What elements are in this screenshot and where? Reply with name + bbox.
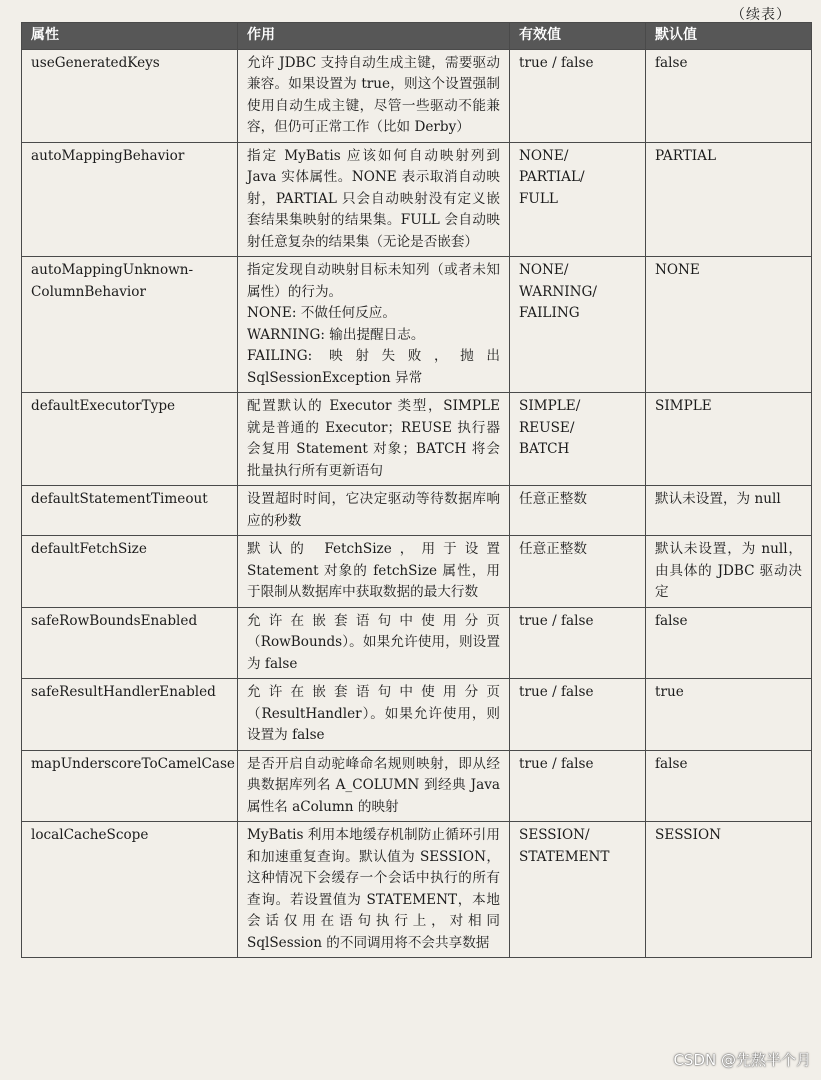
valid-values-cell: SESSION/ STATEMENT — [510, 822, 646, 958]
valid-values-cell: true / false — [510, 750, 646, 822]
description-cell: 是否开启自动驼峰命名规则映射，即从经典数据库列名 A_COLUMN 到经典 Java 属性名 aColumn 的映射 — [238, 750, 510, 822]
property-name-cell: safeRowBoundsEnabled — [22, 607, 238, 679]
property-name-cell: localCacheScope — [22, 822, 238, 958]
table-row — [22, 822, 812, 958]
table-row — [22, 750, 812, 822]
valid-values-cell: 任意正整数 — [510, 486, 646, 536]
description-cell: 允许在嵌套语句中使用分页（ResultHandler）。如果允许使用，则设置为 false — [238, 679, 510, 751]
watermark: CSDN @先熬半个月 — [673, 1051, 811, 1069]
valid-values-cell: 任意正整数 — [510, 536, 646, 608]
table-row — [22, 393, 812, 486]
settings-table — [21, 22, 812, 958]
default-value-cell: false — [646, 750, 812, 822]
continued-label: （续表） — [731, 7, 791, 23]
property-name-cell: defaultFetchSize — [22, 536, 238, 608]
table-row — [22, 49, 812, 142]
description-cell: 默认的 FetchSize，用于设置 Statement 对象的 fetchSize 属性，用于限制从数据库中获取数据的最大行数 — [238, 536, 510, 608]
default-value-cell: SIMPLE — [646, 393, 812, 486]
default-value-cell: NONE — [646, 257, 812, 393]
property-name-cell: safeResultHandlerEnabled — [22, 679, 238, 751]
default-value-cell: SESSION — [646, 822, 812, 958]
header-valid-values: 有效值 — [510, 23, 646, 50]
property-name-cell: mapUnderscoreToCamelCase — [22, 750, 238, 822]
property-name-cell: defaultExecutorType — [22, 393, 238, 486]
description-cell: 配置默认的 Executor 类型，SIMPLE 就是普通的 Executor；REUSE 执行器会复用 Statement 对象；BATCH 将会批量执行所有更新语句 — [238, 393, 510, 486]
default-value-cell: false — [646, 607, 812, 679]
valid-values-cell: NONE/ PARTIAL/ FULL — [510, 142, 646, 257]
header-default-value: 默认值 — [646, 23, 812, 50]
description-cell: 设置超时时间，它决定驱动等待数据库响应的秒数 — [238, 486, 510, 536]
property-name-cell: defaultStatementTimeout — [22, 486, 238, 536]
default-value-cell: PARTIAL — [646, 142, 812, 257]
description-cell: 允许在嵌套语句中使用分页（RowBounds）。如果允许使用，则设置为 false — [238, 607, 510, 679]
description-cell: MyBatis 利用本地缓存机制防止循环引用和加速重复查询。默认值为 SESSION，这种情况下会缓存一个会话中执行的所有查询。若设置值为 STATEMENT，本地会话仅用在语句执行上，对相同 SqlSession 的不同调用将不会共享数据 — [238, 822, 510, 958]
default-value-cell: 默认未设置，为 null，由具体的 JDBC 驱动决定 — [646, 536, 812, 608]
table-header-row — [22, 23, 812, 50]
description-cell: 允许 JDBC 支持自动生成主键，需要驱动兼容。如果设置为 true，则这个设置强制使用自动生成主键，尽管一些驱动不能兼容，但仍可正常工作（比如 Derby） — [238, 49, 510, 142]
header-purpose: 作用 — [238, 23, 510, 50]
header-property: 属性 — [22, 23, 238, 50]
table-row — [22, 486, 812, 536]
table-row — [22, 607, 812, 679]
table-row — [22, 142, 812, 257]
property-name-cell: autoMappingUnknown- ColumnBehavior — [22, 257, 238, 393]
default-value-cell: false — [646, 49, 812, 142]
description-cell: 指定 MyBatis 应该如何自动映射列到 Java 实体属性。NONE 表示取消自动映射，PARTIAL 只会自动映射没有定义嵌套结果集映射的结果集。FULL 会自动映射任意复杂的结果集（无论是否嵌套） — [238, 142, 510, 257]
default-value-cell: true — [646, 679, 812, 751]
valid-values-cell: true / false — [510, 49, 646, 142]
property-name-cell: autoMappingBehavior — [22, 142, 238, 257]
valid-values-cell: true / false — [510, 679, 646, 751]
property-name-cell: useGeneratedKeys — [22, 49, 238, 142]
default-value-cell: 默认未设置，为 null — [646, 486, 812, 536]
valid-values-cell: true / false — [510, 607, 646, 679]
description-cell: 指定发现自动映射目标未知列（或者未知属性）的行为。 NONE: 不做任何反应。 WARNING: 输出提醒日志。 FAILING: 映射失败，抛出 SqlSessionException 异常 — [238, 257, 510, 393]
table-row — [22, 679, 812, 751]
table-row — [22, 536, 812, 608]
table-row — [22, 257, 812, 393]
valid-values-cell: NONE/ WARNING/ FAILING — [510, 257, 646, 393]
valid-values-cell: SIMPLE/ REUSE/ BATCH — [510, 393, 646, 486]
